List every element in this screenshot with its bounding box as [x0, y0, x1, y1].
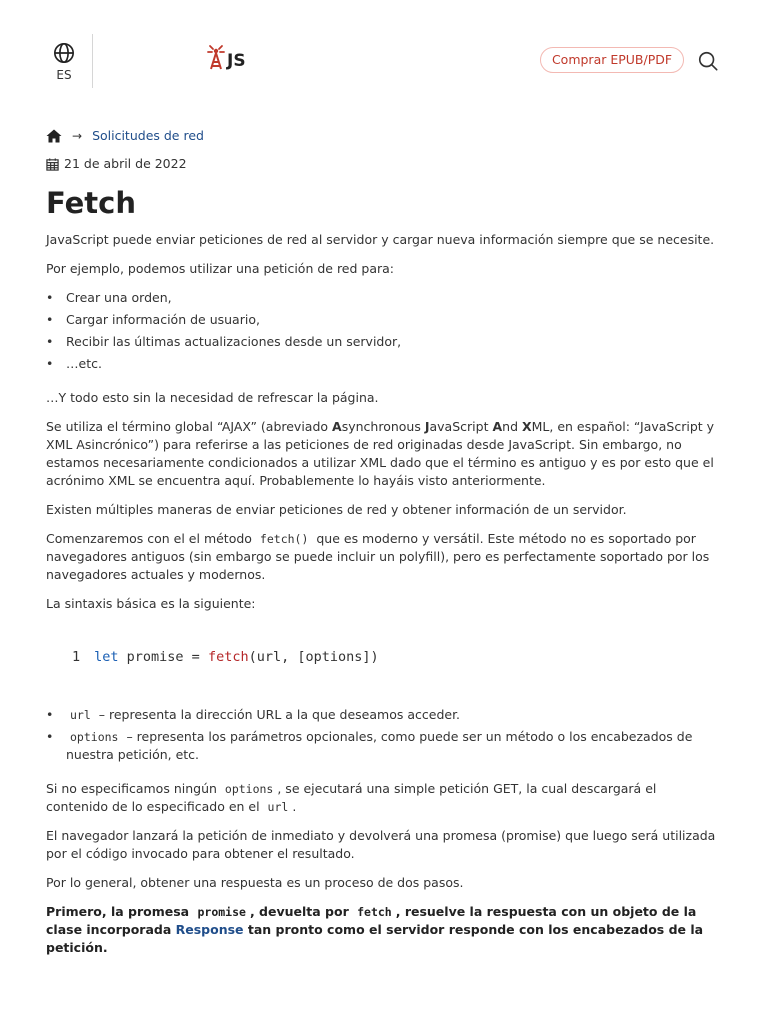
publish-date [46, 155, 722, 173]
text-span: , resuelve la respuesta con un objeto de la clase incorporada [46, 904, 697, 937]
text-span: que es moderno y versátil. Este método no es soportado por navegadores antiguos (sin embargo se puede incluir un polyfill), pero es perfectamente soportado por los navegadores actuales y modernos. [46, 531, 710, 582]
code-keyword: let [94, 649, 119, 665]
text-span: tan pronto como el servidor responde con los encabezados de la petición. [46, 922, 704, 955]
params-list [46, 706, 722, 764]
breadcrumb-separator: → [72, 129, 83, 143]
text-span: Primero, la promesa [46, 904, 194, 919]
globe-icon [53, 42, 75, 64]
paragraph-bold [46, 903, 722, 957]
breadcrumb-link[interactable]: Solicitudes de red [92, 128, 204, 143]
code-block [46, 624, 722, 692]
paragraph-fetch [46, 530, 722, 584]
inline-code: fetch [357, 905, 392, 919]
text-bold: A [492, 419, 503, 434]
list-item: • Recibir las últimas actualizaciones desde un servidor, [46, 333, 722, 351]
code-args: (url, [options]) [248, 649, 379, 665]
text-span: Comenzaremos con el el método [46, 531, 256, 546]
example-list [46, 289, 722, 373]
paragraph: El navegador lanzará la petición de inmediato y devolverá una promesa (promise) que luego será utilizada por el código invocado para obtener el resultado. [46, 828, 716, 861]
date-text: 21 de abril de 2022 [64, 156, 187, 171]
inline-code: promise [197, 905, 246, 919]
site-header [0, 0, 768, 120]
text-span: Si no especificamos ningún [46, 781, 221, 796]
list-item [46, 728, 722, 764]
paragraph-ajax [46, 418, 722, 490]
text-bold: A [332, 419, 342, 434]
text-span: Se utiliza el término global “AJAX” (abreviado [46, 419, 333, 434]
text-bold: J [424, 419, 430, 434]
language-code: ES [56, 68, 72, 82]
paragraph: Por ejemplo, podemos utilizar una petición de red para: [46, 261, 395, 276]
paragraph: La sintaxis básica es la siguiente: [46, 596, 256, 611]
logo-tower-icon [206, 42, 226, 70]
list-item: • …etc. [46, 355, 722, 373]
search-icon [697, 50, 719, 72]
text-span: , se ejecutará una simple petición GET, la cual descargará el contenido de lo especificado en el [46, 781, 657, 814]
inline-code: options [70, 730, 119, 744]
article [46, 125, 722, 968]
site-logo[interactable] [206, 42, 246, 70]
logo-text: JS [227, 51, 246, 71]
list-item [46, 706, 722, 724]
text-span: , devuelta por [249, 904, 354, 919]
language-switcher[interactable] [44, 42, 84, 82]
response-link[interactable]: Response [175, 922, 244, 937]
text-span: – representa la dirección URL a la que deseamos acceder. [94, 707, 461, 722]
list-item: • Crear una orden, [46, 289, 722, 307]
inline-code: url [267, 800, 289, 814]
text-span: . [292, 799, 297, 814]
header-divider [92, 34, 93, 88]
text-span: avaScript [429, 419, 493, 434]
text-span: nd [502, 419, 522, 434]
calendar-icon [46, 158, 59, 171]
text-span: synchronous [341, 419, 425, 434]
text-span: ML, en español: “JavaScript y XML Asincrónico”) para referirse a las peticiones de red originadas desde JavaScript. Sin embargo, no estamos necesariamente condicionados a utilizar XML dado que el término es antiguo y es por esto que el acrónimo XML se encuentra aquí. Probablemente lo hayáis visto anteriormente. [46, 419, 715, 488]
list-item: • Cargar información de usuario, [46, 311, 722, 329]
code-function: fetch [207, 649, 249, 665]
line-number: 1 [72, 649, 81, 665]
buy-epub-pdf-button[interactable]: Comprar EPUB/PDF [540, 47, 684, 73]
paragraph-options [46, 780, 722, 816]
paragraph: Existen múltiples maneras de enviar peticiones de red y obtener información de un servidor. [46, 502, 627, 517]
text-bold: X [521, 419, 532, 434]
page-title: Fetch [46, 186, 137, 220]
text-span: – representa los parámetros opcionales, como puede ser un método o los encabezados de nuestra petición, etc. [66, 729, 693, 762]
paragraph: …Y todo esto sin la necesidad de refrescar la página. [46, 390, 379, 405]
paragraph: Por lo general, obtener una respuesta es un proceso de dos pasos. [46, 875, 464, 890]
code-text: promise = [118, 649, 208, 665]
inline-code: fetch() [259, 532, 309, 546]
paragraph: JavaScript puede enviar peticiones de red al servidor y cargar nueva información siempre que se necesite. [46, 232, 715, 247]
inline-code: options [224, 782, 274, 796]
inline-code: url [70, 708, 91, 722]
search-button[interactable] [697, 50, 719, 76]
home-icon[interactable] [46, 129, 62, 143]
breadcrumb [46, 125, 722, 147]
